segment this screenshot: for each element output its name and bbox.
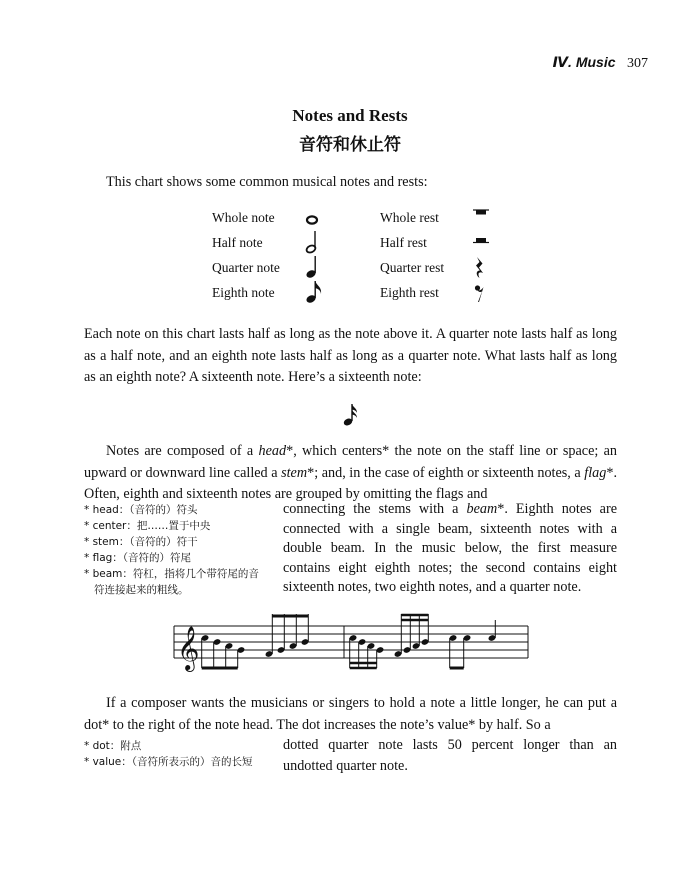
quarter-note-icon	[302, 254, 322, 280]
glossary-entry: * value：（音符所表示的）音的长短	[84, 756, 253, 768]
glossary-notes	[84, 502, 282, 598]
whole-rest-icon	[471, 208, 491, 222]
measure-1-eighth-notes	[201, 614, 310, 668]
quarter-rest-icon	[473, 255, 487, 281]
page-subtitle: 音符和休止符	[299, 135, 401, 155]
sixteenth-note-icon	[341, 402, 361, 428]
rest-label: Half rest	[380, 235, 427, 250]
note-label: Half note	[212, 235, 263, 250]
note-label: Quarter note	[212, 260, 280, 275]
half-rest-icon	[471, 234, 491, 248]
page-title: Notes and Rests	[292, 106, 408, 125]
music-staff-example	[172, 612, 532, 676]
paragraph-note-durations: Each note on this chart lasts half as long as the note above it. A quarter note lasts half as long as a half note, and an eighth note lasts half as long as a quarter note. What lasts half as long as an eighth note? A sixteenth note. Here’s a sixteenth note:	[84, 326, 617, 386]
treble-clef-icon: 𝄞	[177, 626, 200, 670]
glossary-entry: * beam：符杠，指将几个带符尾的音	[84, 568, 259, 580]
running-header	[553, 54, 648, 72]
glossary-entry: * head：（音符的）符头	[84, 504, 198, 516]
rest-label: Whole rest	[380, 210, 439, 225]
paragraph-beams: connecting the stems with a beam*. Eighth notes are connected with a single beam, sixteenth notes with a double beam. In the music below, the first measure contains eight eighth notes; the second contains eight sixteenth notes, two eighth notes, and a quarter note.	[283, 501, 617, 596]
rest-label: Quarter rest	[380, 260, 445, 275]
paragraph-dotted-notes-1: If a composer wants the musicians or singers to hold a note a little longer, he can put a dot* to the right of the note head. The dot increases the note’s value* by half. So a	[84, 695, 617, 733]
glossary-entry: 符连接起来的粗线。	[94, 584, 189, 596]
glossary-entry: * stem：（音符的）符干	[84, 536, 198, 548]
glossary-entry: * center：把……置于中央	[84, 520, 211, 532]
note-label: Whole note	[212, 210, 275, 225]
note-label: Eighth note	[212, 285, 275, 300]
term-flag: flag	[584, 464, 607, 481]
rest-label: Eighth rest	[380, 285, 439, 300]
glossary-entry: * dot：附点	[84, 740, 142, 752]
page-number: 307	[627, 56, 648, 71]
measure-2-mixed-notes	[349, 614, 497, 668]
term-head: head	[258, 443, 287, 459]
glossary-entry: * flag：（音符的）符尾	[84, 552, 192, 564]
eighth-rest-icon	[473, 283, 487, 305]
whole-note-icon	[302, 209, 322, 229]
section-title: Ⅳ. Music	[552, 54, 616, 70]
paragraph-note-parts: Notes are composed of a head*, which centers* the note on the staff line or space; an upward or downward line called a stem*; and, in the case of eighth or sixteenth notes, a flag*. Often, eighth and sixteenth notes are grouped by omitting the flags and	[84, 443, 617, 503]
paragraph-dotted-notes-2: dotted quarter note lasts 50 percent longer than an undotted quarter note.	[283, 737, 617, 774]
intro-text: This chart shows some common musical notes and rests:	[106, 174, 428, 190]
term-stem: stem	[281, 464, 308, 481]
glossary-dots	[84, 738, 280, 770]
eighth-note-icon	[302, 279, 324, 305]
half-note-icon	[302, 229, 322, 255]
term-beam: beam	[466, 501, 498, 517]
